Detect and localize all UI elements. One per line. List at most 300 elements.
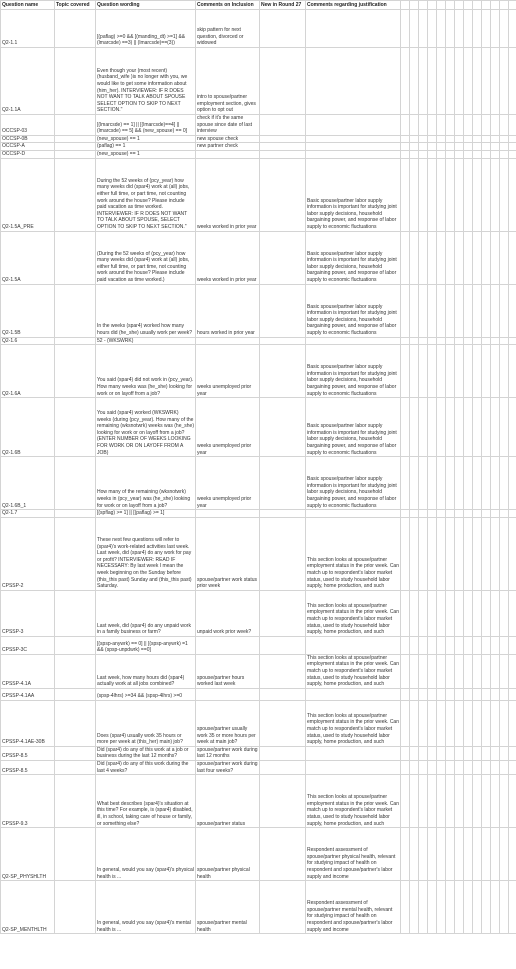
empty-cell[interactable] — [491, 510, 500, 518]
empty-cell[interactable] — [410, 688, 419, 700]
empty-cell[interactable] — [464, 135, 473, 143]
empty-cell[interactable] — [410, 881, 419, 934]
empty-cell[interactable] — [473, 746, 482, 760]
empty-cell[interactable] — [401, 760, 410, 774]
empty-cell[interactable] — [509, 10, 516, 48]
empty-cell[interactable] — [401, 231, 410, 284]
empty-cell[interactable] — [428, 760, 437, 774]
empty-cell[interactable] — [401, 881, 410, 934]
empty-cell[interactable] — [509, 115, 516, 136]
empty-cell[interactable] — [410, 345, 419, 398]
empty-cell[interactable] — [491, 828, 500, 881]
cell-new-in-round[interactable] — [260, 700, 306, 746]
empty-cell[interactable] — [446, 457, 455, 510]
cell-comments-justification[interactable] — [306, 510, 401, 518]
empty-cell[interactable] — [419, 654, 428, 688]
cell-comments-justification[interactable] — [306, 636, 401, 654]
empty-cell[interactable] — [500, 135, 509, 143]
cell-question-wording[interactable]: (paflag) == 1 — [96, 143, 196, 151]
cell-comments-justification[interactable] — [306, 48, 401, 115]
empty-cell[interactable] — [464, 700, 473, 746]
empty-cell[interactable] — [401, 510, 410, 518]
cell-topic-covered[interactable] — [55, 775, 96, 828]
empty-cell[interactable] — [491, 746, 500, 760]
empty-cell[interactable] — [437, 284, 446, 337]
empty-cell[interactable] — [500, 337, 509, 345]
empty-cell[interactable] — [437, 150, 446, 158]
empty-cell[interactable] — [500, 284, 509, 337]
cell-topic-covered[interactable] — [55, 158, 96, 231]
empty-cell[interactable] — [455, 10, 464, 48]
cell-comments-justification[interactable]: This section looks at spouse/partner employment status in the prior week. Can match up to respondent's labor market status, used to study household labor supply, home production, and such — [306, 590, 401, 636]
empty-cell[interactable] — [482, 398, 491, 457]
empty-cell[interactable] — [446, 48, 455, 115]
empty-cell[interactable] — [410, 48, 419, 115]
empty-cell[interactable] — [446, 231, 455, 284]
empty-cell[interactable] — [419, 135, 428, 143]
empty-cell[interactable] — [410, 150, 419, 158]
empty-cell[interactable] — [437, 158, 446, 231]
empty-cell[interactable] — [446, 115, 455, 136]
cell-topic-covered[interactable] — [55, 143, 96, 151]
empty-cell[interactable] — [509, 158, 516, 231]
cell-question-name[interactable]: Q2-1.7 — [1, 510, 55, 518]
empty-cell[interactable] — [491, 143, 500, 151]
empty-cell[interactable] — [473, 881, 482, 934]
cell-comments-justification[interactable]: Basic spouse/partner labor supply information is important for studying joint labor supply decisions, household bargaining power, and response of labor supply to economic fluctuations — [306, 158, 401, 231]
empty-cell[interactable] — [455, 231, 464, 284]
empty-cell[interactable] — [500, 345, 509, 398]
empty-cell[interactable] — [509, 457, 516, 510]
cell-question-name[interactable]: OCCSP-A — [1, 143, 55, 151]
empty-cell[interactable] — [482, 510, 491, 518]
empty-cell[interactable] — [473, 636, 482, 654]
cell-comments-inclusion[interactable]: check if it's the same spouse since date of last interview — [196, 115, 260, 136]
cell-question-name[interactable]: CPSSP-9.3 — [1, 775, 55, 828]
empty-cell[interactable] — [500, 231, 509, 284]
empty-cell[interactable] — [428, 688, 437, 700]
empty-cell[interactable] — [401, 775, 410, 828]
header-comments-on-inclusion[interactable]: Comments on Inclusion — [196, 1, 260, 10]
empty-cell[interactable] — [473, 150, 482, 158]
empty-cell[interactable] — [446, 510, 455, 518]
empty-cell[interactable] — [428, 746, 437, 760]
cell-topic-covered[interactable] — [55, 150, 96, 158]
cell-topic-covered[interactable] — [55, 881, 96, 934]
cell-comments-inclusion[interactable]: weeks unemployed prior year — [196, 345, 260, 398]
empty-cell[interactable] — [410, 746, 419, 760]
cell-comments-inclusion[interactable]: spouse/partner usually work 35 or more hours per week at main job? — [196, 700, 260, 746]
cell-comments-justification[interactable] — [306, 115, 401, 136]
empty-cell[interactable] — [464, 115, 473, 136]
empty-cell[interactable] — [446, 746, 455, 760]
cell-new-in-round[interactable] — [260, 828, 306, 881]
cell-topic-covered[interactable] — [55, 688, 96, 700]
empty-cell[interactable] — [482, 337, 491, 345]
empty-cell[interactable] — [500, 775, 509, 828]
cell-new-in-round[interactable] — [260, 457, 306, 510]
empty-cell[interactable] — [464, 746, 473, 760]
cell-comments-inclusion[interactable] — [196, 636, 260, 654]
empty-cell[interactable] — [410, 828, 419, 881]
cell-topic-covered[interactable] — [55, 760, 96, 774]
empty-cell[interactable] — [491, 775, 500, 828]
empty-cell[interactable] — [455, 457, 464, 510]
cell-question-wording[interactable]: [(spsp-anywrk) == 0] || [(spsp-anywrk) =1 && (spsp-unpdwrk) ==0] — [96, 636, 196, 654]
cell-comments-inclusion[interactable] — [196, 337, 260, 345]
empty-cell[interactable] — [419, 284, 428, 337]
empty-cell[interactable] — [473, 284, 482, 337]
empty-cell[interactable] — [410, 517, 419, 590]
empty-cell[interactable] — [491, 457, 500, 510]
empty-cell[interactable] — [455, 775, 464, 828]
empty-cell[interactable] — [509, 590, 516, 636]
empty-cell[interactable] — [428, 590, 437, 636]
empty-cell[interactable] — [491, 636, 500, 654]
cell-question-name[interactable]: Q2-1.6 — [1, 337, 55, 345]
empty-cell[interactable] — [437, 231, 446, 284]
empty-cell[interactable] — [500, 48, 509, 115]
empty-cell[interactable] — [428, 10, 437, 48]
empty-cell[interactable] — [509, 135, 516, 143]
empty-cell[interactable] — [500, 700, 509, 746]
empty-cell[interactable] — [401, 700, 410, 746]
empty-cell[interactable] — [509, 517, 516, 590]
cell-question-wording[interactable]: [(spflag) >= 1] || [(paflag) >= 1] — [96, 510, 196, 518]
empty-cell[interactable] — [464, 828, 473, 881]
empty-cell[interactable] — [428, 48, 437, 115]
cell-comments-justification[interactable]: Basic spouse/partner labor supply information is important for studying joint labor supply decisions, household bargaining power, and response of labor supply to economic fluctuations — [306, 398, 401, 457]
empty-cell[interactable] — [437, 48, 446, 115]
cell-comments-justification[interactable] — [306, 135, 401, 143]
empty-cell[interactable] — [410, 337, 419, 345]
empty-cell[interactable] — [446, 760, 455, 774]
empty-cell[interactable] — [401, 636, 410, 654]
empty-cell[interactable] — [455, 828, 464, 881]
empty-cell[interactable] — [428, 700, 437, 746]
cell-question-name[interactable]: CPSSP-2 — [1, 517, 55, 590]
empty-cell[interactable] — [401, 284, 410, 337]
cell-comments-inclusion[interactable]: spouse/partner status — [196, 775, 260, 828]
empty-cell[interactable] — [464, 48, 473, 115]
header-empty-cell[interactable] — [437, 1, 446, 10]
cell-question-wording[interactable]: These next few questions will refer to (spar4)'s work-related activities last week. Last week, did (spar4) do any work for pay or profit? INTERVIEWER: READ IF NECESSARY: By last week I mean the week beginning on the Sunday before (this_this past) Sunday and (this_this past) Saturday. — [96, 517, 196, 590]
empty-cell[interactable] — [482, 775, 491, 828]
empty-cell[interactable] — [482, 746, 491, 760]
empty-cell[interactable] — [509, 775, 516, 828]
empty-cell[interactable] — [509, 636, 516, 654]
empty-cell[interactable] — [419, 337, 428, 345]
empty-cell[interactable] — [446, 517, 455, 590]
empty-cell[interactable] — [473, 10, 482, 48]
cell-comments-justification[interactable]: Respondent assessment of spouse/partner mental health, relevant for studying impact of health on respondent and spouse/partner's labor supply and income — [306, 881, 401, 934]
empty-cell[interactable] — [500, 746, 509, 760]
empty-cell[interactable] — [464, 345, 473, 398]
cell-comments-inclusion[interactable]: weeks unemployed prior year — [196, 457, 260, 510]
cell-question-wording[interactable]: How many of the remaining (wksnotwrk) weeks in (pcy_year) was (he_she) looking for work or on layoff from a job? — [96, 457, 196, 510]
empty-cell[interactable] — [428, 345, 437, 398]
empty-cell[interactable] — [428, 231, 437, 284]
cell-question-name[interactable]: Q2-1.1 — [1, 10, 55, 48]
empty-cell[interactable] — [455, 688, 464, 700]
empty-cell[interactable] — [464, 881, 473, 934]
empty-cell[interactable] — [455, 517, 464, 590]
empty-cell[interactable] — [500, 517, 509, 590]
empty-cell[interactable] — [455, 284, 464, 337]
empty-cell[interactable] — [428, 337, 437, 345]
empty-cell[interactable] — [491, 688, 500, 700]
cell-new-in-round[interactable] — [260, 345, 306, 398]
empty-cell[interactable] — [464, 654, 473, 688]
empty-cell[interactable] — [446, 590, 455, 636]
empty-cell[interactable] — [419, 48, 428, 115]
empty-cell[interactable] — [509, 143, 516, 151]
empty-cell[interactable] — [473, 457, 482, 510]
header-empty-cell[interactable] — [500, 1, 509, 10]
empty-cell[interactable] — [491, 115, 500, 136]
empty-cell[interactable] — [455, 150, 464, 158]
empty-cell[interactable] — [410, 231, 419, 284]
empty-cell[interactable] — [500, 654, 509, 688]
header-empty-cell[interactable] — [455, 1, 464, 10]
cell-new-in-round[interactable] — [260, 746, 306, 760]
empty-cell[interactable] — [419, 150, 428, 158]
empty-cell[interactable] — [428, 775, 437, 828]
empty-cell[interactable] — [410, 590, 419, 636]
cell-comments-inclusion[interactable] — [196, 688, 260, 700]
cell-comments-inclusion[interactable]: weeks worked in prior year — [196, 158, 260, 231]
cell-topic-covered[interactable] — [55, 590, 96, 636]
empty-cell[interactable] — [509, 510, 516, 518]
empty-cell[interactable] — [437, 654, 446, 688]
empty-cell[interactable] — [482, 760, 491, 774]
empty-cell[interactable] — [473, 345, 482, 398]
cell-comments-justification[interactable]: Basic spouse/partner labor supply information is important for studying joint labor supply decisions, household bargaining power, and response of labor supply to economic fluctuations — [306, 284, 401, 337]
empty-cell[interactable] — [401, 517, 410, 590]
empty-cell[interactable] — [446, 135, 455, 143]
empty-cell[interactable] — [509, 688, 516, 700]
cell-comments-justification[interactable] — [306, 10, 401, 48]
empty-cell[interactable] — [419, 115, 428, 136]
cell-topic-covered[interactable] — [55, 135, 96, 143]
empty-cell[interactable] — [482, 150, 491, 158]
cell-question-wording[interactable]: Even though your (most recent) (husband_wife )is no longer with you, we would like to get some information about (him_her). INTERVIEWER: IF R DOES NOT WANT TO TALK ABOUT SPOUSE SELECT OPTION TO SKIP TO NEXT SECTION." — [96, 48, 196, 115]
empty-cell[interactable] — [500, 398, 509, 457]
cell-question-wording[interactable]: 52 - (WKSWRK) — [96, 337, 196, 345]
empty-cell[interactable] — [500, 115, 509, 136]
cell-comments-inclusion[interactable]: spouse/partner hours worked last week — [196, 654, 260, 688]
empty-cell[interactable] — [419, 510, 428, 518]
empty-cell[interactable] — [500, 881, 509, 934]
empty-cell[interactable] — [410, 284, 419, 337]
empty-cell[interactable] — [464, 284, 473, 337]
empty-cell[interactable] — [455, 700, 464, 746]
cell-question-wording[interactable]: (During the 52 weeks of (pcy_year) how many weeks did (spar4) work at (all) jobs, either full time, or part time, not counting work around the house? Please include paid vacation as time worked.) — [96, 231, 196, 284]
empty-cell[interactable] — [464, 510, 473, 518]
cell-new-in-round[interactable] — [260, 135, 306, 143]
empty-cell[interactable] — [473, 775, 482, 828]
empty-cell[interactable] — [491, 337, 500, 345]
empty-cell[interactable] — [401, 143, 410, 151]
empty-cell[interactable] — [455, 881, 464, 934]
empty-cell[interactable] — [482, 688, 491, 700]
header-question-wording[interactable]: Question wording — [96, 1, 196, 10]
empty-cell[interactable] — [482, 457, 491, 510]
cell-question-name[interactable]: CPSSP-4.1A — [1, 654, 55, 688]
empty-cell[interactable] — [428, 115, 437, 136]
empty-cell[interactable] — [491, 760, 500, 774]
cell-question-wording[interactable]: You said (spar4) worked (WKSWRK) weeks (during (pcy_year). How many of the remaining (wksnotwrk) weeks was (he_she) looking for work or on layoff from a job? (ENTER NUMBER OF WEEKS LOOKING FOR WORK OR ON LAYOFF FROM A JOB) — [96, 398, 196, 457]
empty-cell[interactable] — [473, 828, 482, 881]
cell-question-name[interactable]: CPSSP-8.5 — [1, 746, 55, 760]
empty-cell[interactable] — [491, 10, 500, 48]
empty-cell[interactable] — [419, 143, 428, 151]
empty-cell[interactable] — [437, 688, 446, 700]
cell-comments-justification[interactable]: This section looks at spouse/partner employment status in the prior week. Can match up to respondent's labor market status, used to study household labor supply, home production, and such — [306, 775, 401, 828]
empty-cell[interactable] — [482, 135, 491, 143]
empty-cell[interactable] — [419, 636, 428, 654]
header-empty-cell[interactable] — [446, 1, 455, 10]
cell-comments-justification[interactable] — [306, 760, 401, 774]
empty-cell[interactable] — [437, 517, 446, 590]
header-empty-cell[interactable] — [401, 1, 410, 10]
cell-question-name[interactable]: Q2-1.1A — [1, 48, 55, 115]
cell-comments-inclusion[interactable]: spouse/partner work status prior week — [196, 517, 260, 590]
cell-topic-covered[interactable] — [55, 10, 96, 48]
empty-cell[interactable] — [428, 150, 437, 158]
cell-comments-inclusion[interactable] — [196, 510, 260, 518]
cell-comments-justification[interactable] — [306, 337, 401, 345]
cell-question-name[interactable]: OCCSP-D — [1, 150, 55, 158]
empty-cell[interactable] — [500, 510, 509, 518]
empty-cell[interactable] — [464, 158, 473, 231]
header-empty-cell[interactable] — [509, 1, 516, 10]
empty-cell[interactable] — [401, 48, 410, 115]
empty-cell[interactable] — [473, 510, 482, 518]
empty-cell[interactable] — [473, 143, 482, 151]
empty-cell[interactable] — [464, 517, 473, 590]
empty-cell[interactable] — [464, 760, 473, 774]
empty-cell[interactable] — [455, 158, 464, 231]
empty-cell[interactable] — [482, 284, 491, 337]
empty-cell[interactable] — [500, 828, 509, 881]
cell-new-in-round[interactable] — [260, 688, 306, 700]
empty-cell[interactable] — [491, 231, 500, 284]
empty-cell[interactable] — [500, 457, 509, 510]
cell-topic-covered[interactable] — [55, 457, 96, 510]
empty-cell[interactable] — [437, 881, 446, 934]
cell-topic-covered[interactable] — [55, 337, 96, 345]
cell-comments-justification[interactable] — [306, 143, 401, 151]
cell-topic-covered[interactable] — [55, 517, 96, 590]
cell-comments-justification[interactable]: Basic spouse/partner labor supply information is important for studying joint labor supply decisions, household bargaining power, and response of labor supply to economic fluctuations — [306, 457, 401, 510]
header-new-in-round[interactable]: New in Round 27 — [260, 1, 306, 10]
cell-question-name[interactable]: Q2-1.6B — [1, 398, 55, 457]
cell-question-wording[interactable]: [(paflag) >=0 && [(manding_dt) >=1] && (lmarcsde) ==3) || (lmarcsde)==(3)) — [96, 10, 196, 48]
empty-cell[interactable] — [437, 590, 446, 636]
cell-question-name[interactable]: Q2-1.5B — [1, 284, 55, 337]
empty-cell[interactable] — [401, 337, 410, 345]
empty-cell[interactable] — [446, 700, 455, 746]
empty-cell[interactable] — [437, 636, 446, 654]
empty-cell[interactable] — [428, 158, 437, 231]
header-empty-cell[interactable] — [428, 1, 437, 10]
empty-cell[interactable] — [455, 654, 464, 688]
cell-new-in-round[interactable] — [260, 231, 306, 284]
empty-cell[interactable] — [455, 590, 464, 636]
empty-cell[interactable] — [482, 345, 491, 398]
cell-new-in-round[interactable] — [260, 284, 306, 337]
empty-cell[interactable] — [437, 700, 446, 746]
empty-cell[interactable] — [500, 688, 509, 700]
empty-cell[interactable] — [509, 345, 516, 398]
cell-comments-inclusion[interactable]: unpaid work prior week? — [196, 590, 260, 636]
cell-new-in-round[interactable] — [260, 517, 306, 590]
empty-cell[interactable] — [509, 398, 516, 457]
cell-question-wording[interactable]: (new_spouse) == 1 — [96, 135, 196, 143]
empty-cell[interactable] — [455, 345, 464, 398]
empty-cell[interactable] — [509, 881, 516, 934]
empty-cell[interactable] — [419, 760, 428, 774]
empty-cell[interactable] — [410, 654, 419, 688]
empty-cell[interactable] — [464, 636, 473, 654]
cell-topic-covered[interactable] — [55, 510, 96, 518]
empty-cell[interactable] — [455, 746, 464, 760]
empty-cell[interactable] — [464, 143, 473, 151]
empty-cell[interactable] — [401, 746, 410, 760]
empty-cell[interactable] — [419, 590, 428, 636]
empty-cell[interactable] — [428, 284, 437, 337]
empty-cell[interactable] — [437, 143, 446, 151]
empty-cell[interactable] — [500, 760, 509, 774]
cell-new-in-round[interactable] — [260, 150, 306, 158]
empty-cell[interactable] — [509, 828, 516, 881]
cell-comments-inclusion[interactable] — [196, 150, 260, 158]
empty-cell[interactable] — [500, 590, 509, 636]
cell-question-name[interactable]: Q2-SP_MENTHLTH — [1, 881, 55, 934]
cell-comments-justification[interactable]: Respondent assessment of spouse/partner physical health, relevant for studying impact of health on respondent and spouse/partner's labor supply and income — [306, 828, 401, 881]
cell-comments-justification[interactable]: Basic spouse/partner labor supply information is important for studying joint labor supply decisions, household bargaining power, and response of labor supply to economic fluctuations — [306, 231, 401, 284]
cell-new-in-round[interactable] — [260, 881, 306, 934]
cell-question-wording[interactable]: Did (spar4) do any of this work during the last 4 weeks? — [96, 760, 196, 774]
empty-cell[interactable] — [464, 10, 473, 48]
empty-cell[interactable] — [482, 48, 491, 115]
empty-cell[interactable] — [491, 48, 500, 115]
empty-cell[interactable] — [410, 10, 419, 48]
empty-cell[interactable] — [455, 143, 464, 151]
cell-comments-inclusion[interactable]: spouse/partner work during last 12 months — [197, 746, 258, 760]
empty-cell[interactable] — [410, 135, 419, 143]
empty-cell[interactable] — [401, 828, 410, 881]
cell-comments-justification[interactable] — [306, 150, 401, 158]
empty-cell[interactable] — [419, 457, 428, 510]
cell-comments-inclusion[interactable]: weeks unemployed prior year — [196, 398, 260, 457]
empty-cell[interactable] — [455, 337, 464, 345]
empty-cell[interactable] — [464, 398, 473, 457]
empty-cell[interactable] — [491, 284, 500, 337]
empty-cell[interactable] — [437, 775, 446, 828]
empty-cell[interactable] — [410, 700, 419, 746]
empty-cell[interactable] — [482, 881, 491, 934]
cell-topic-covered[interactable] — [55, 345, 96, 398]
cell-new-in-round[interactable] — [260, 775, 306, 828]
header-topic-covered[interactable]: Topic covered — [55, 1, 96, 10]
empty-cell[interactable] — [446, 881, 455, 934]
empty-cell[interactable] — [446, 150, 455, 158]
empty-cell[interactable] — [437, 760, 446, 774]
cell-topic-covered[interactable] — [55, 398, 96, 457]
empty-cell[interactable] — [464, 457, 473, 510]
